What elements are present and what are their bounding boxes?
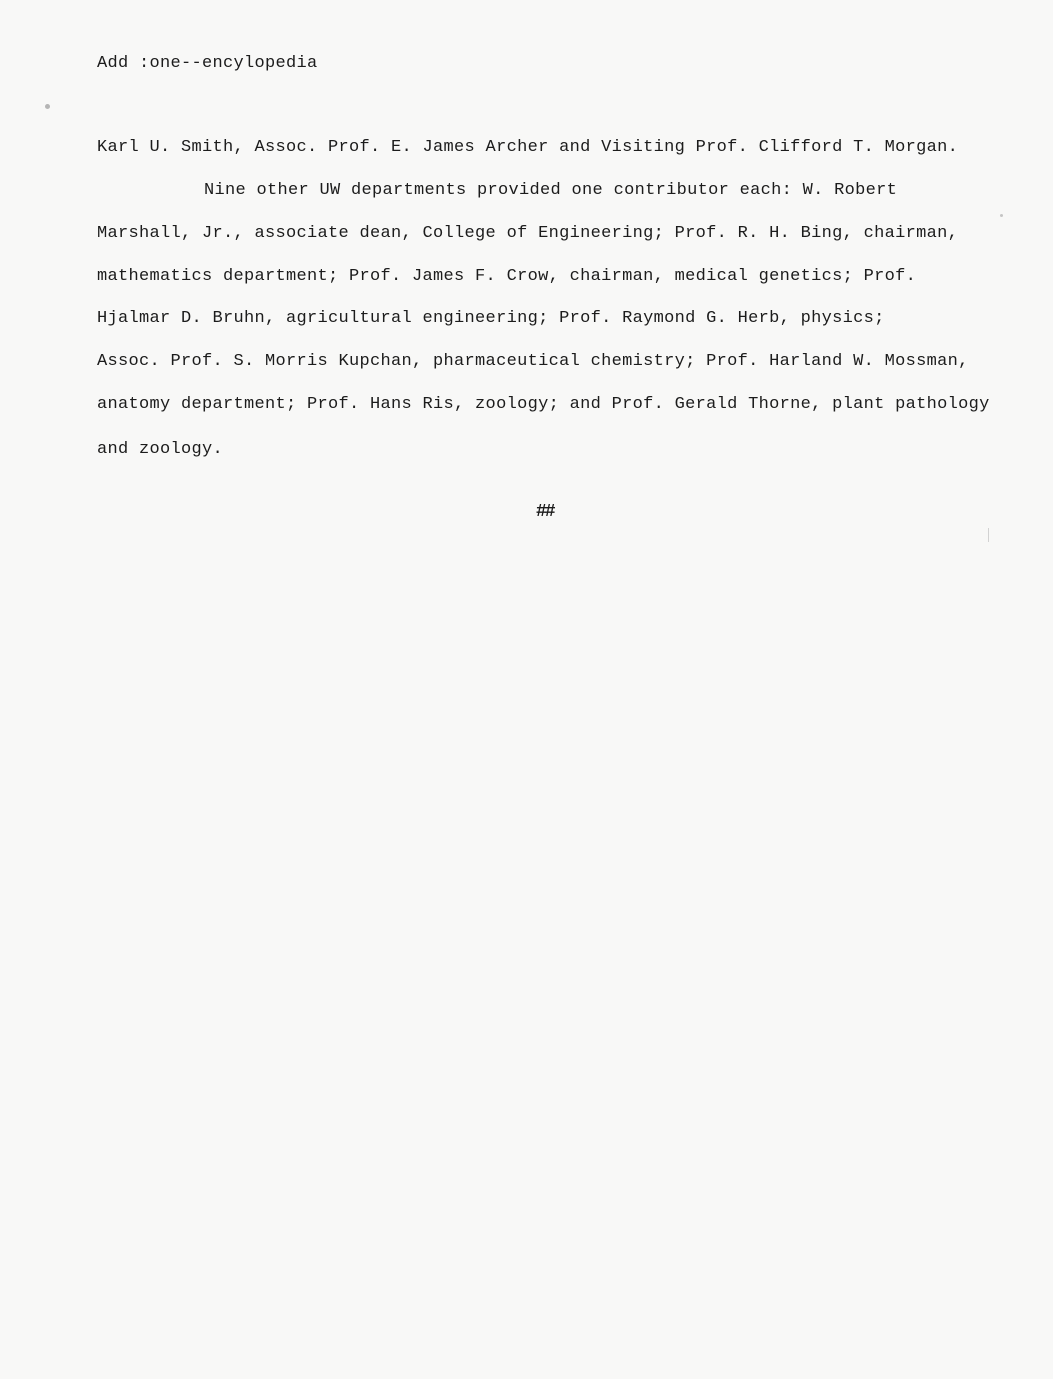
body-line-4: mathematics department; Prof. James F. Crow, chairman, medical genetics; Prof. (97, 267, 917, 286)
paper-speck (45, 104, 50, 109)
body-line-6: Assoc. Prof. S. Morris Kupchan, pharmaceutical chemistry; Prof. Harland W. Mossman, (97, 352, 969, 371)
body-line-5: Hjalmar D. Bruhn, agricultural engineering; Prof. Raymond G. Herb, physics; (97, 309, 885, 328)
body-line-7: anatomy department; Prof. Hans Ris, zoology; and Prof. Gerald Thorne, plant pathology (97, 395, 990, 414)
page-header: Add :one--encylopedia (97, 54, 318, 73)
body-line-1: Karl U. Smith, Assoc. Prof. E. James Archer and Visiting Prof. Clifford T. Morgan. (97, 138, 959, 157)
body-line-2: Nine other UW departments provided one contributor each: W. Robert (204, 181, 898, 200)
end-mark: ## (536, 502, 554, 522)
paper-speck (988, 528, 989, 542)
paper-speck (1000, 214, 1003, 217)
body-line-8: and zoology. (97, 440, 224, 459)
body-line-3: Marshall, Jr., associate dean, College of Engineering; Prof. R. H. Bing, chairman, (97, 224, 959, 243)
